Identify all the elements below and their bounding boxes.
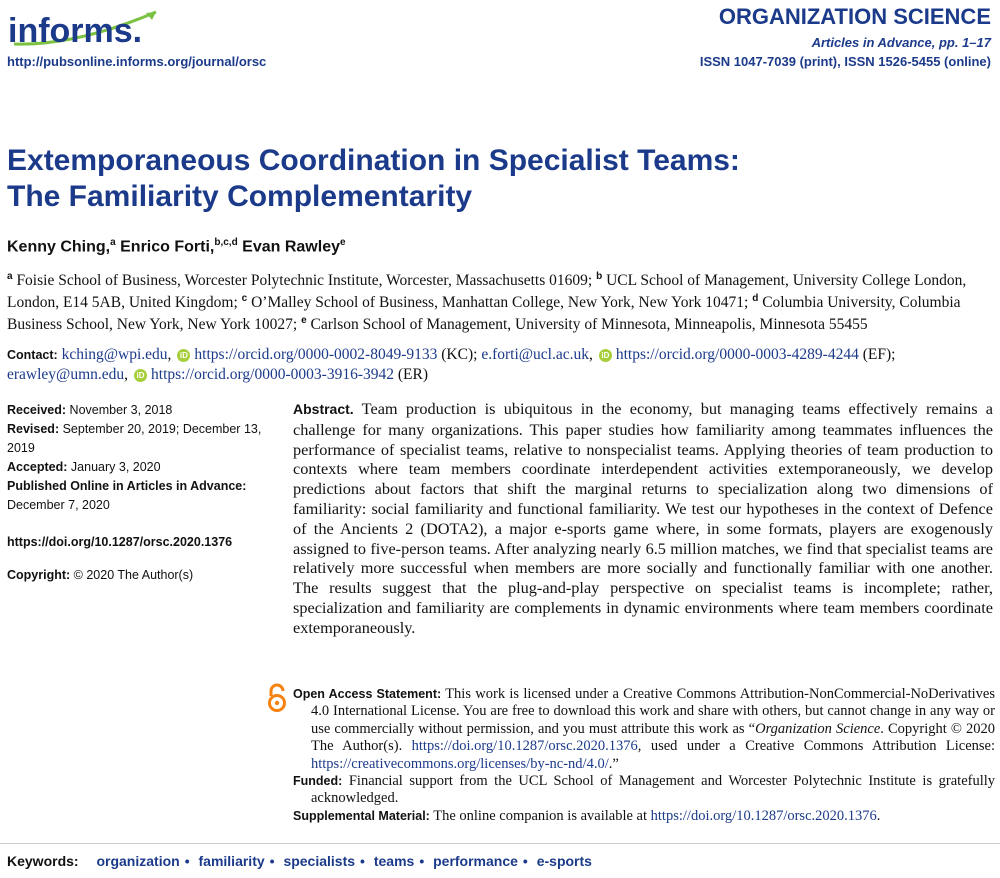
open-access-text: , used under a Creative Commons Attribution License: [637, 738, 996, 755]
supplemental-text: The online companion is available at [433, 807, 648, 824]
orcid-link[interactable]: https://orcid.org/0000-0003-3916-3942 [151, 366, 394, 383]
svg-text:informs.: informs. [8, 12, 143, 50]
license-link[interactable]: https://creativecommons.org/licenses/by-nc-nd/4.0/ [311, 755, 609, 772]
affiliation: UCL School of Management, University College London, London, E14 5AB, United Kingdom; [7, 272, 967, 312]
bullet-separator: • [522, 853, 528, 869]
published-label: Published Online in Articles in Advance: [7, 479, 247, 493]
orcid-icon: iD [134, 369, 147, 382]
keyword-link[interactable]: performance [433, 853, 518, 869]
informs-logo [6, 6, 166, 50]
orcid-icon: iD [177, 349, 190, 362]
statements [293, 686, 995, 825]
abstract [293, 399, 993, 638]
bullet-separator: • [360, 853, 365, 869]
affiliation: Columbia University, Columbia Business School, New York, New York 10027; [7, 294, 961, 334]
author-affil-sup: a [110, 237, 116, 248]
affiliations [7, 268, 992, 334]
author-initials: (KC); [441, 346, 478, 363]
bullet-separator: • [269, 853, 275, 869]
issue-line: Articles in Advance, pp. 1–17 [811, 35, 991, 50]
orcid-icon: iD [599, 349, 612, 362]
doi-link[interactable]: https://doi.org/10.1287/orsc.2020.1376 [7, 535, 233, 549]
abstract-text: Team production is ubiquitous in the economy, but managing teams effectively remains a challenge for many organizations. This paper studies how familiarity among teammates influences the performance of specialist teams, relative to nonspecialist teams. Applying theories of team production to contexts where team members coordinate interdependent activities extemporaneously, we develop predictions about factors that shift the marginal returns to specialization along two dimensions of familiarity: social familiarity and functional familiarity. We test our hypotheses in the context of Defence of the Ancients 2 (DOTA2), a major e-sports game where, in some formats, players are exogenously assigned to five-person teams. After analyzing nearly 6.5 million matches, we find that specialist teams are relatively more successful when members are more socially and functionally familiar with one another. The results suggest that the plug-and-play perspective on specialist teams is incomplete; rather, specialization and familiarity are complements in dynamic environments where team members coordinate extemporaneously. [293, 399, 994, 637]
abstract-label: Abstract. [293, 401, 354, 417]
affiliation: Foisie School of Business, Worcester Polytechnic Institute, Worcester, Massachusetts 01609; [16, 272, 593, 290]
keywords-label: Keywords: [7, 853, 79, 869]
open-access-text: This work is licensed under a Creative Commons Attribution-NonCommercial-NoDerivatives 4.0 International License. You are free to download this work and share with others, but cannot change in any way or use commercially without permission, and you must attribute this work as “ [311, 686, 995, 737]
funded-statement [293, 773, 995, 808]
published-date: December 7, 2020 [7, 498, 110, 512]
contact-label: Contact: [7, 348, 58, 362]
doi-link[interactable]: https://doi.org/10.1287/orsc.2020.1376 [411, 738, 638, 755]
email-link[interactable]: kching@wpi.edu [61, 346, 168, 363]
article-history [7, 401, 277, 585]
author-list [7, 237, 346, 256]
accepted-date: January 3, 2020 [70, 460, 161, 474]
keyword-link[interactable]: familiarity [198, 853, 265, 869]
title-line-1: Extemporaneous Coordination in Specialist Teams: [7, 144, 740, 177]
keyword-link[interactable]: organization [96, 853, 180, 869]
received-label: Received: [7, 403, 67, 417]
supplemental-statement [293, 808, 995, 825]
copyright-text: © 2020 The Author(s) [73, 568, 194, 582]
email-link[interactable]: e.forti@ucl.ac.uk [481, 346, 589, 363]
funded-text: Financial support from the UCL School of Management and Worcester Polytechnic Institute is gratefully acknowledged. [311, 773, 996, 807]
author-name: Evan Rawley [242, 238, 340, 256]
article-title [7, 143, 907, 215]
contact-block: Contact: kching@wpi.edu, iD https://orcid.org/0000-0002-8049-9133 (KC); e.forti@ucl.ac.uk, iD https://orcid.org/0000-0003-4289-4244 (EF); erawley@umn.edu, iD https://orcid.org/0000-0003-3916-3942 (ER) [7, 346, 896, 383]
supplemental-link[interactable]: https://doi.org/10.1287/orsc.2020.1376 [650, 807, 877, 824]
title-line-2: The Familiarity Complementarity [7, 180, 473, 213]
copyright-label: Copyright: [7, 568, 71, 582]
accepted-label: Accepted: [7, 460, 68, 474]
accepted-row [7, 458, 277, 477]
open-access-text: . Copyright © 2020 The Author(s). [311, 720, 996, 755]
revised-row [7, 420, 277, 458]
keywords [7, 853, 592, 869]
orcid-link[interactable]: https://orcid.org/0000-0002-8049-9133 [194, 346, 438, 363]
published-row [7, 477, 277, 515]
journal-italic: Organization Science [755, 720, 881, 737]
revised-label: Revised: [7, 422, 60, 436]
received-row [7, 401, 277, 420]
received-date: November 3, 2018 [69, 403, 173, 417]
author-initials: (ER) [397, 366, 428, 383]
revised-dates: September 20, 2019; December 13, 2019 [7, 422, 262, 455]
bullet-separator: • [419, 853, 425, 869]
affil-sup: e [301, 315, 307, 327]
journal-name: ORGANIZATION SCIENCE [718, 4, 991, 29]
issn-line: ISSN 1047-7039 (print), ISSN 1526-5455 (online) [699, 54, 991, 69]
affil-sup: a [7, 271, 13, 282]
keyword-link[interactable]: specialists [283, 853, 356, 869]
bullet-separator: • [184, 853, 190, 869]
supplemental-label: Supplemental Material: [293, 808, 430, 823]
keywords-divider [0, 843, 1000, 844]
open-access-icon [266, 683, 288, 713]
orcid-link[interactable]: https://orcid.org/0000-0003-4289-4244 [615, 346, 859, 363]
copyright-row [7, 566, 277, 585]
author-name: Enrico Forti, [120, 238, 215, 256]
affil-sup: c [241, 293, 248, 305]
email-link[interactable]: erawley@umn.edu [7, 366, 125, 383]
open-access-statement [293, 686, 995, 773]
open-access-text: .” [608, 755, 619, 772]
author-initials: (EF); [862, 346, 896, 363]
funded-label: Funded: [293, 774, 343, 789]
open-access-label: Open Access Statement: [293, 687, 442, 701]
affiliation: O’Malley School of Business, Manhattan College, New York, New York 10471; [251, 294, 749, 312]
affiliation: Carlson School of Management, University of Minnesota, Minneapolis, Minnesota 55455 [310, 316, 868, 334]
supplemental-end: . [876, 807, 881, 824]
author-affil-sup: b,c,d [214, 237, 238, 248]
author-name: Kenny Ching, [7, 238, 111, 256]
journal-url-link[interactable]: http://pubsonline.informs.org/journal/orsc [7, 54, 267, 69]
affil-sup: b [596, 271, 603, 282]
keyword-link[interactable]: e-sports [536, 853, 592, 869]
affil-sup: d [752, 293, 759, 305]
keyword-link[interactable]: teams [373, 853, 415, 869]
author-affil-sup: e [339, 237, 346, 248]
